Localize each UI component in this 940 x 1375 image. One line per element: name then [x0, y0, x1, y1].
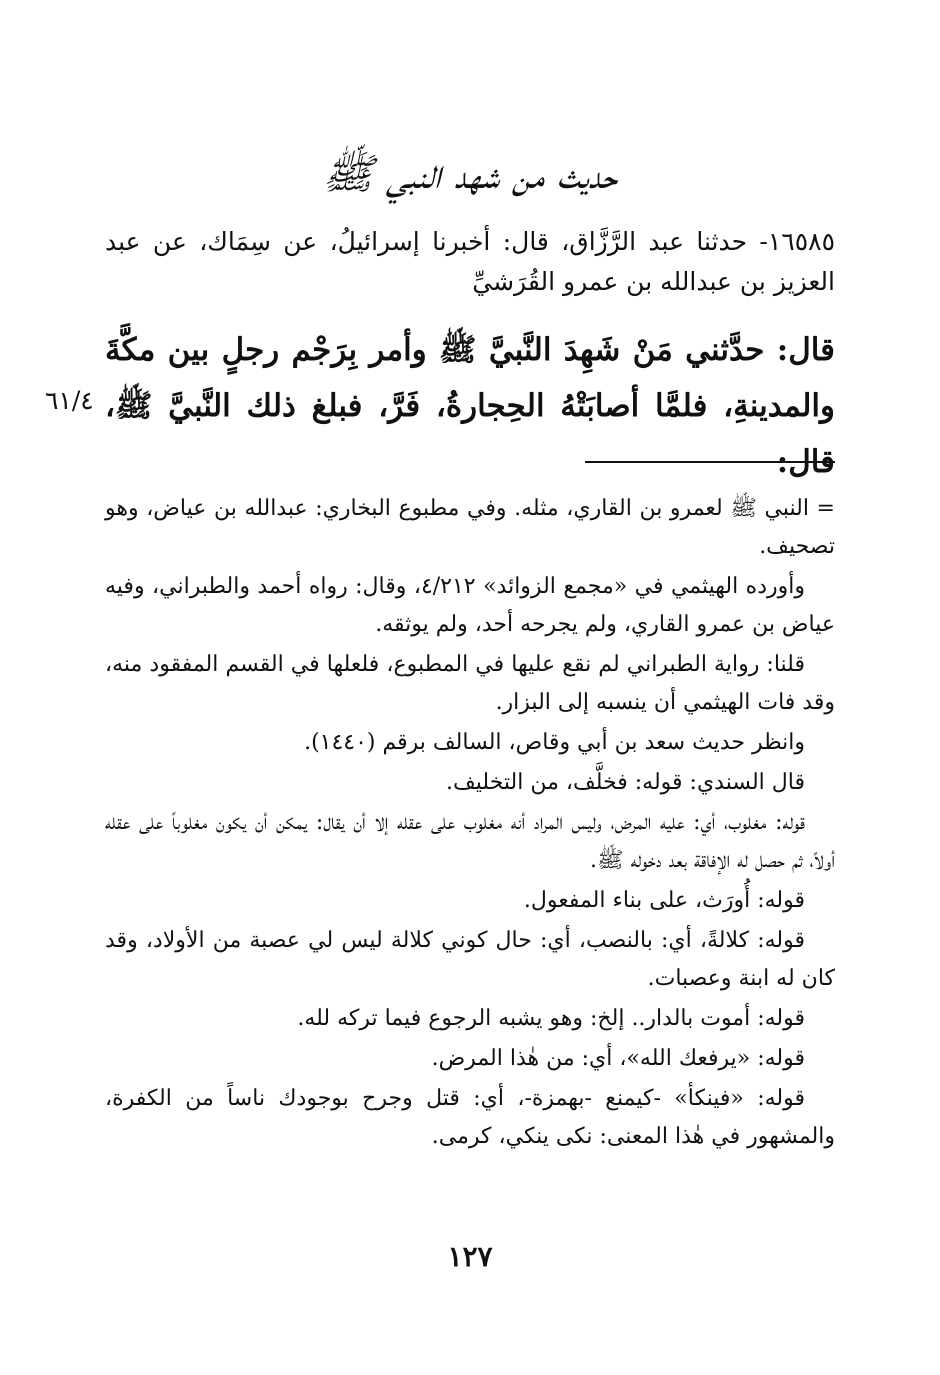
footnote-paragraph: قوله: كلالةً، أي: بالنصب، أي: حال كوني كلالة ليس لي عصبة من الأولاد، وقد كان له ابنة وعصبات. [105, 928, 835, 991]
footnote-paragraph: قوله: «فينكأ» -كيمنع -بهمزة-، أي: قتل وجرح بوجودك ناساً من الكفرة، والمشهور في هٰذا المعنى: نكى ينكي، كرمى. [105, 1086, 835, 1149]
volume-page-reference: ٦١/٤ [45, 386, 94, 415]
footnote-paragraph: قوله: «يرفعك الله»، أي: من هٰذا المرض. [431, 1046, 805, 1071]
footnote-paragraph: قلنا: رواية الطبراني لم نقع عليها في المطبوع، فلعلها في القسم المفقود منه، وقد فات الهيثمي أن ينسبه إلى البزار. [105, 652, 835, 715]
footnote-paragraph: = النبي ﷺ لعمرو بن القاري، مثله. وفي مطبوع البخاري: عبدالله بن عياض، وهو تصحيف. [105, 496, 835, 559]
page-number: ١٢٧ [447, 1240, 493, 1273]
section-heading: حديث من شهد النبي ﷺ [322, 149, 618, 198]
footnote-paragraph: قوله: أُورَث، على بناء المفعول. [523, 888, 805, 913]
footnotes [105, 490, 835, 1158]
footnote-paragraph: قال السندي: قوله: فخلَّف، من التخليف. [446, 770, 805, 795]
hadith-matn: قال: حدَّثني مَنْ شَهِدَ النَّبيَّ ﷺ وأمر بِرَجْم رجلٍ بين مكَّةَ والمدينةِ، فلمَّا أصابَتْهُ الحِجارةُ، فَرَّ، فبلغ ذلك النَّبيَّ ﷺ، قال: [105, 332, 835, 480]
footnote-divider [585, 461, 835, 463]
footnote-paragraph: وانظر حديث سعد بن أبي وقاص، السالف برقم (١٤٤٠). [304, 730, 805, 755]
hadith-isnad: ١٦٥٨٥- حدثنا عبد الرَّزَّاق، قال: أخبرنا إسرائيلُ، عن سِمَاك، عن عبد العزيز بن عبدالله بن عمرو القُرَشيِّ [105, 227, 835, 296]
footnote-paragraph: قوله: مغلوب، أي: عليه المرض، وليس المراد أنه مغلوب على عقله إلا أن يقال: يمكن أن يكون مغلوباً على عقله أولاً، ثم حصل له الإفاقة بعد دخوله ﷺ. [105, 810, 835, 873]
footnote-paragraph: وأورده الهيثمي في «مجمع الزوائد» ٤/٢١٢، وقال: رواه أحمد والطبراني، وفيه عياض بن عمرو القاري، ولم يجرحه أحد، ولم يوثقه. [105, 574, 835, 637]
footnote-paragraph: قوله: أموت بالدار.. إلخ: وهو يشبه الرجوع فيما تركه لله. [297, 1006, 805, 1031]
